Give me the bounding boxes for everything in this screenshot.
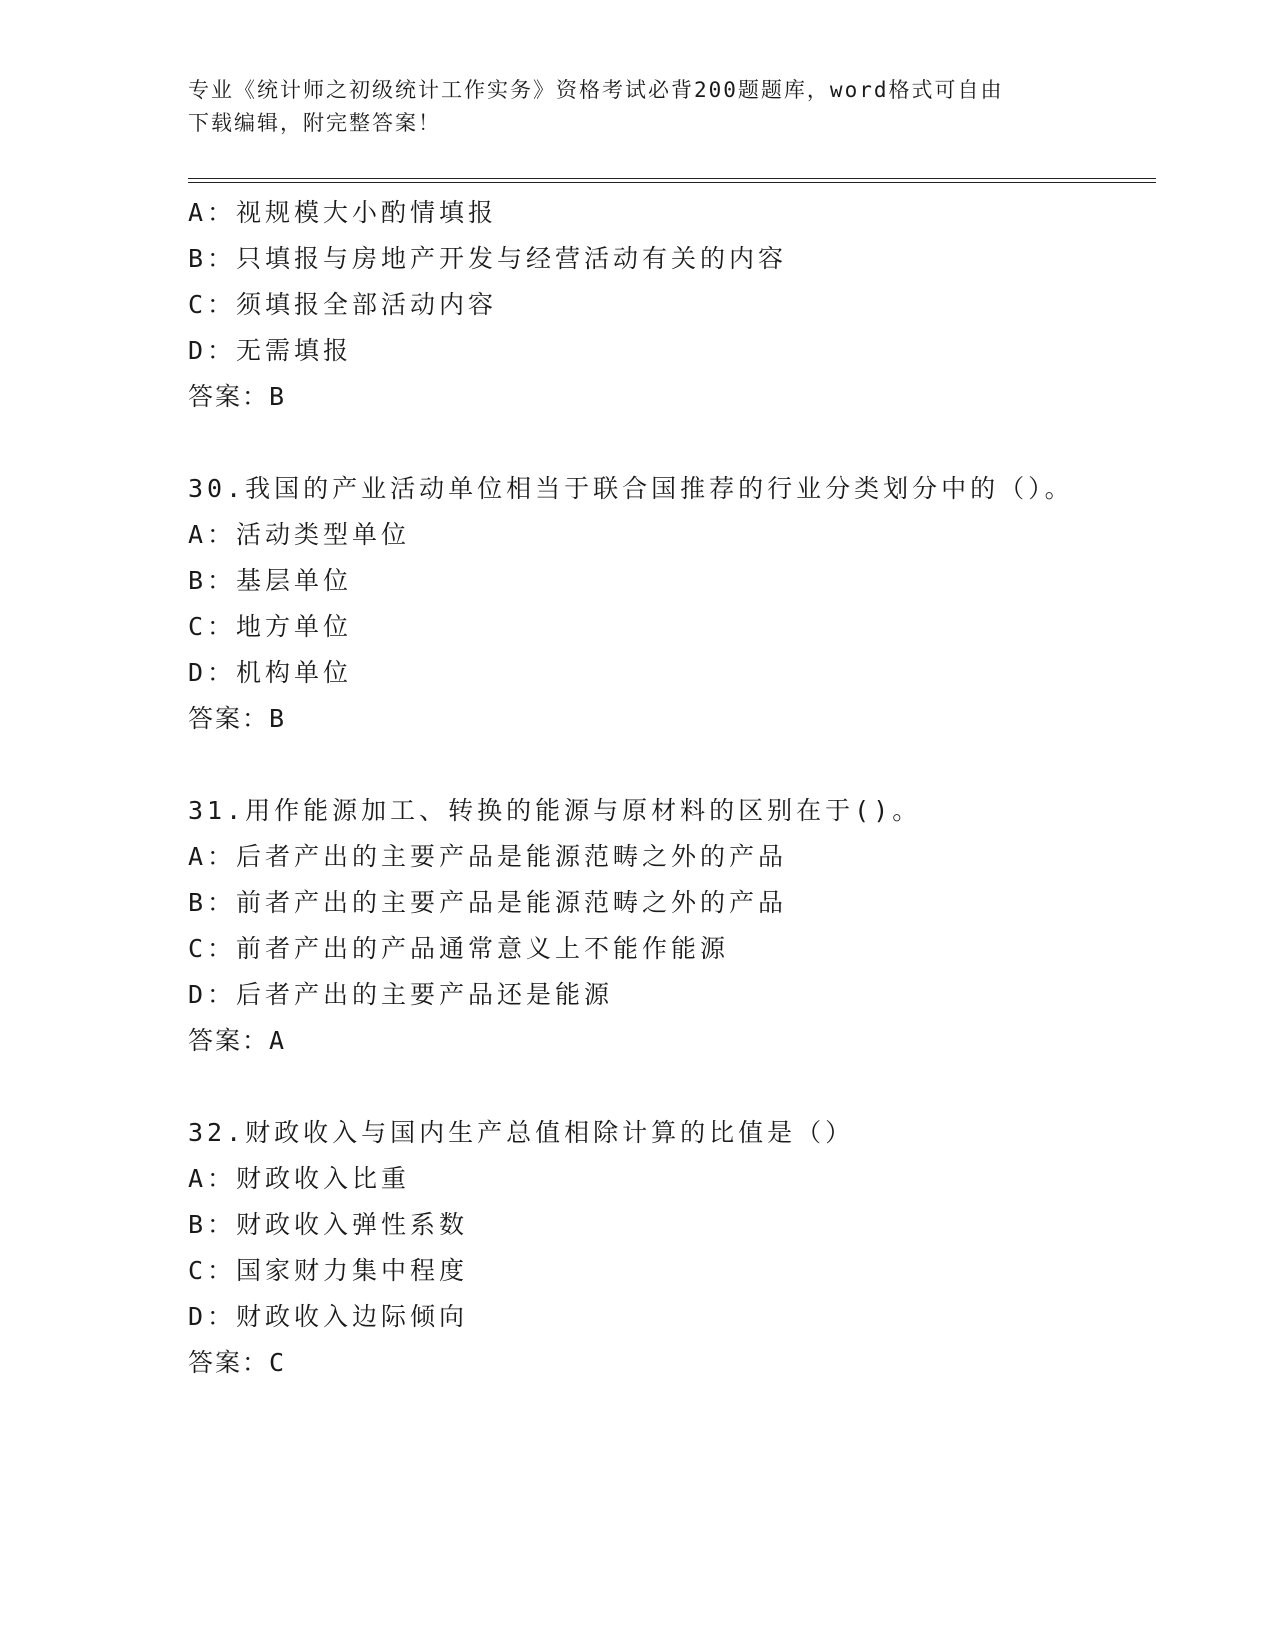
option-d: D：财政收入边际倾向 xyxy=(188,1302,469,1331)
option-d: D：无需填报 xyxy=(188,336,353,365)
option-b: B：财政收入弹性系数 xyxy=(188,1210,469,1239)
answer: 答案：B xyxy=(188,382,287,411)
answer: 答案：B xyxy=(188,704,287,733)
option-a: A：活动类型单位 xyxy=(188,520,411,549)
question-block xyxy=(188,1110,1148,1386)
header-line-1: 专业《统计师之初级统计工作实务》资格考试必背200题题库，word格式可自由 xyxy=(188,78,1004,102)
question-text: 32.财政收入与国内生产总值相除计算的比值是（） xyxy=(188,1118,855,1147)
option-d: D：机构单位 xyxy=(188,658,353,687)
question-text: 31.用作能源加工、转换的能源与原材料的区别在于()。 xyxy=(188,796,922,825)
option-b: B：前者产出的主要产品是能源范畴之外的产品 xyxy=(188,888,788,917)
option-c: C：前者产出的产品通常意义上不能作能源 xyxy=(188,934,730,963)
answer: 答案：C xyxy=(188,1348,287,1377)
answer: 答案：A xyxy=(188,1026,287,1055)
block-spacer xyxy=(188,420,1148,466)
question-block xyxy=(188,190,1148,420)
option-d: D：后者产出的主要产品还是能源 xyxy=(188,980,614,1009)
question-block xyxy=(188,788,1148,1064)
header-divider xyxy=(188,178,1156,183)
option-a: A：财政收入比重 xyxy=(188,1164,411,1193)
block-spacer xyxy=(188,1064,1148,1110)
option-a: A：视规模大小酌情填报 xyxy=(188,198,498,227)
question-block xyxy=(188,466,1148,742)
block-spacer xyxy=(188,742,1148,788)
header-line-2: 下载编辑，附完整答案！ xyxy=(188,111,441,135)
option-c: C：地方单位 xyxy=(188,612,353,641)
question-text: 30.我国的产业活动单位相当于联合国推荐的行业分类划分中的（）。 xyxy=(188,474,1074,503)
question-list xyxy=(188,190,1148,1386)
option-b: B：只填报与房地产开发与经营活动有关的内容 xyxy=(188,244,788,273)
option-c: C：国家财力集中程度 xyxy=(188,1256,469,1285)
document-header xyxy=(188,74,1088,140)
option-b: B：基层单位 xyxy=(188,566,353,595)
option-a: A：后者产出的主要产品是能源范畴之外的产品 xyxy=(188,842,788,871)
option-c: C：须填报全部活动内容 xyxy=(188,290,498,319)
